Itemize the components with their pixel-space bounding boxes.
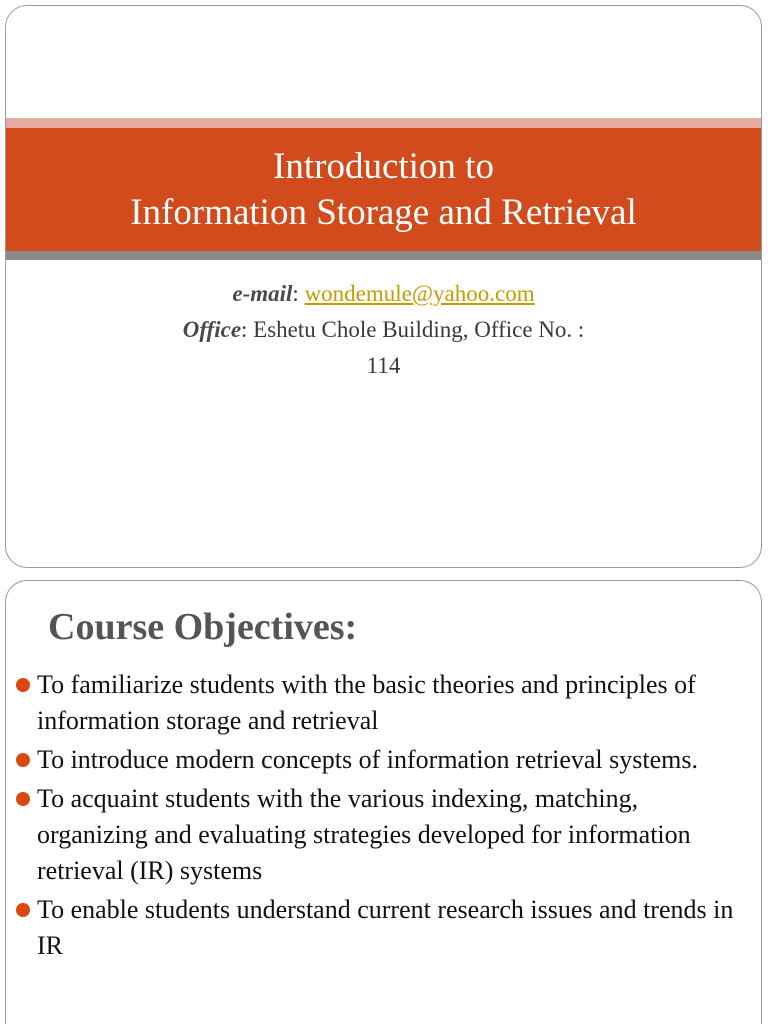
objectives-list <box>14 667 747 967</box>
email-label: e-mail <box>232 281 293 306</box>
email-line <box>6 276 761 312</box>
office-text: : Eshetu Chole Building, Office No. : <box>241 317 585 342</box>
title-band <box>6 128 761 251</box>
objective-text: To enable students understand current research issues and trends in IR <box>37 895 734 960</box>
office-line <box>6 312 761 348</box>
email-separator: : <box>292 281 305 306</box>
objective-text: To familiarize students with the basic theories and principles of information storage and retrieval <box>37 670 696 735</box>
slide-title-line-1: Introduction to <box>273 145 494 187</box>
objective-item <box>14 742 747 778</box>
objective-item <box>14 781 747 889</box>
objectives-slide <box>5 580 762 1024</box>
bullet-icon <box>16 903 30 917</box>
objective-text: To acquaint students with the various indexing, matching, organizing and evaluating strategies developed for information retrieval (IR) systems <box>37 784 691 885</box>
title-band-top-stripe <box>6 118 761 128</box>
bullet-icon <box>16 753 30 767</box>
office-number: 114 <box>366 353 401 378</box>
objective-item <box>14 667 747 739</box>
objective-text: To introduce modern concepts of information retrieval systems. <box>37 745 698 774</box>
title-slide <box>5 5 762 568</box>
slide-title-line-2: Information Storage and Retrieval <box>130 191 637 233</box>
office-label: Office <box>182 317 242 342</box>
objectives-heading: Course Objectives: <box>48 606 358 648</box>
bullet-icon <box>16 678 30 692</box>
email-link[interactable]: wondemule@yahoo.com <box>304 281 535 306</box>
objective-item <box>14 892 747 964</box>
title-band-bottom-stripe <box>6 251 761 260</box>
bullet-icon <box>16 792 30 806</box>
contact-info <box>6 276 761 384</box>
